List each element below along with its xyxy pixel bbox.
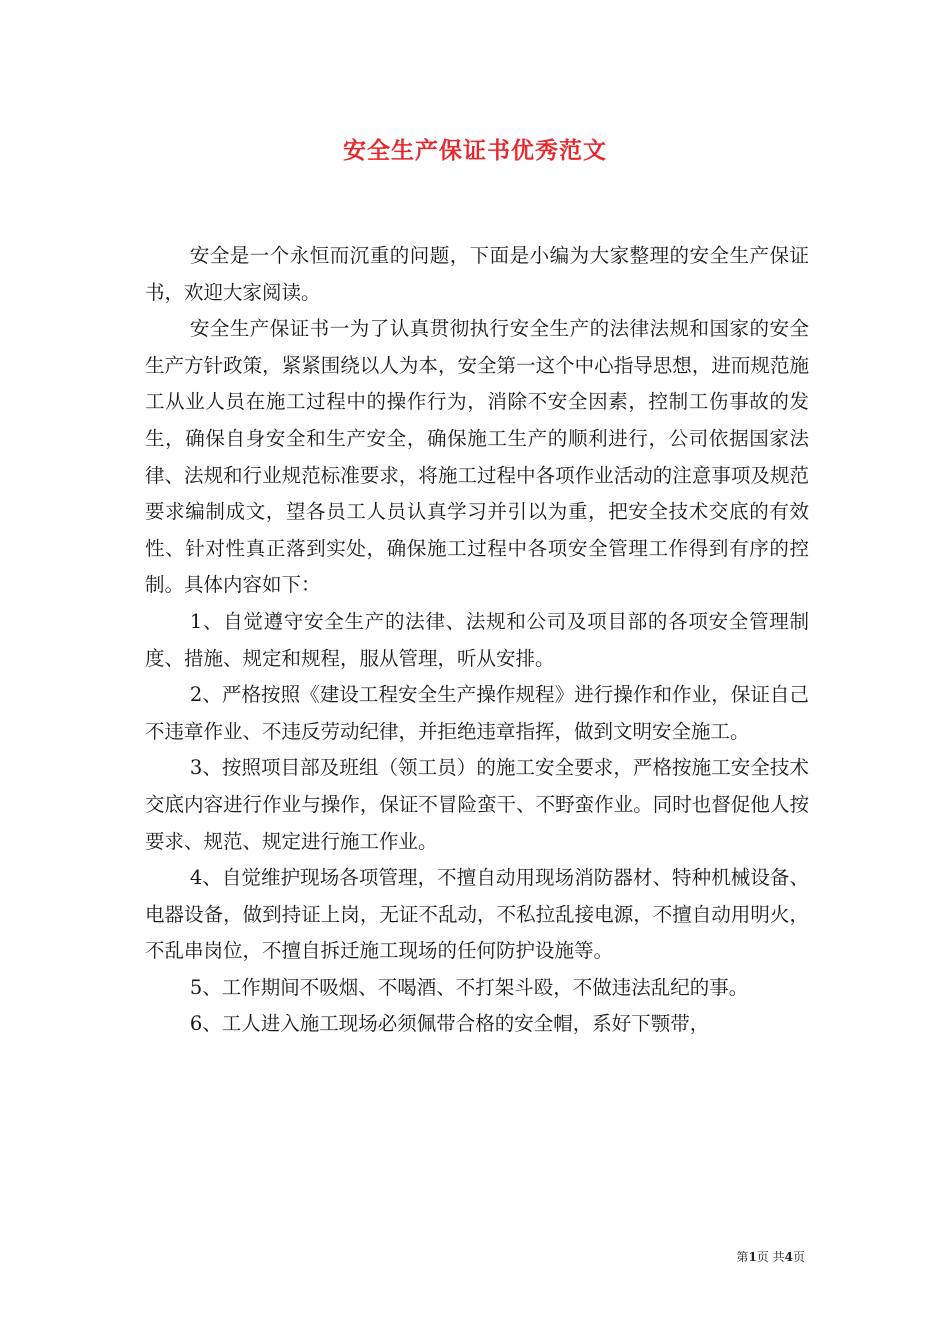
paragraph-guarantee-one: 安全生产保证书一为了认真贯彻执行安全生产的法律法规和国家的安全生产方针政策，紧紧围绕以人为本，安全第一这个中心指导思想，进而规范施工从业人员在施工过程中的操作行为，消除不安全因素，控制工伤事故的发生，确保自身安全和生产安全，确保施工生产的顺利进行，公司依据国家法律、法规和行业规范标准要求，将施工过程中各项作业活动的注意事项及规范要求编制成文，望各员工人员认真学习并引以为重，把安全技术交底的有效性、针对性真正落到实处，确保施工过程中各项安全管理工作得到有序的控制。具体内容如下： [145,317,809,597]
paragraph-intro: 安全是一个永恒而沉重的问题，下面是小编为大家整理的安全生产保证书，欢迎大家阅读。 [145,244,809,304]
footer-middle: 页 共 [756,1250,785,1264]
paragraph-item-4: 4、自觉维护现场各项管理，不擅自动用现场消防器材、特种机械设备、电器设备，做到持证上岗，无证不乱动，不私拉乱接电源，不擅自动用明火，不乱串岗位，不擅自拆迁施工现场的任何防护设施等。 [145,866,809,963]
paragraph-item-6: 6、工人进入施工现场必须佩带合格的安全帽，系好下颚带， [189,1012,710,1036]
paragraph-item-5: 5、工作期间不吸烟、不喝酒、不打架斗殴，不做违法乱纪的事。 [189,975,749,999]
footer-current-page: 1 [748,1250,757,1264]
paragraph-item-3: 3、按照项目部及班组（领工员）的施工安全要求，严格按施工安全技术交底内容进行作业与操作，保证不冒险蛮干、不野蛮作业。同时也督促他人按要求、规范、规定进行施工作业。 [145,756,809,853]
footer-prefix: 第 [736,1250,749,1264]
footer-total-pages: 4 [784,1250,793,1264]
paragraph-item-1: 1、自觉遵守安全生产的法律、法规和公司及项目部的各项安全管理制度、措施、规定和规程，服从管理，听从安排。 [145,609,809,670]
document-body [145,238,809,1043]
page-number-footer [736,1248,805,1265]
document-title: 安全生产保证书优秀范文 [343,137,607,164]
footer-suffix: 页 [792,1250,805,1264]
paragraph-item-2: 2、严格按照《建设工程安全生产操作规程》进行操作和作业，保证自己不违章作业、不违反劳动纪律，并拒绝违章指挥，做到文明安全施工。 [145,683,809,743]
